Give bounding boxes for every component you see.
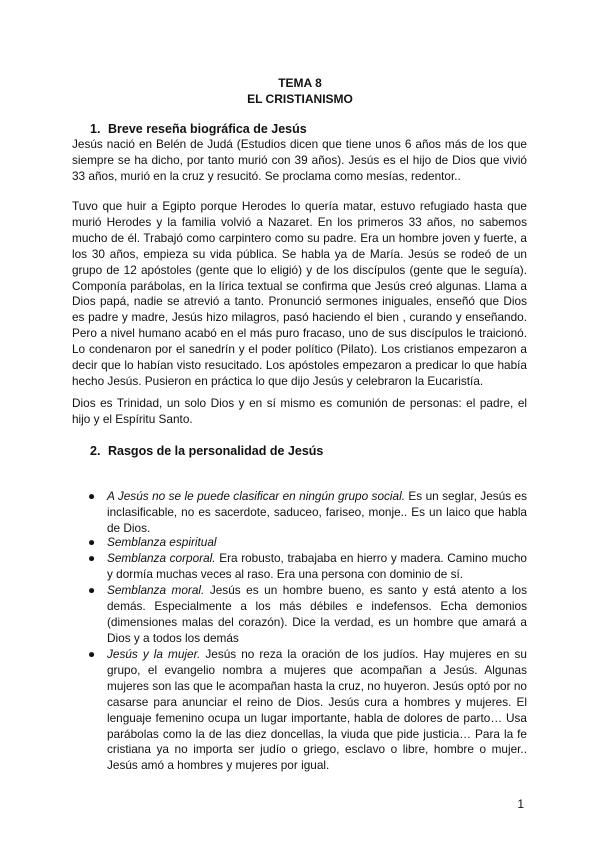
list-item	[90, 647, 527, 774]
item-text: Es un seglar, Jesús es inclasificable, no es sacerdote, saduceo, fariseo, monje.. Es un laico que habla de Dios.	[107, 489, 527, 535]
section-number: 1.	[90, 122, 101, 136]
paragraph-3: Dios es Trinidad, un solo Dios y en sí mismo es comunión de personas: el padre, el hijo y el Espíritu Santo.	[72, 396, 527, 426]
paragraph-1: Jesús nació en Belén de Judá (Estudios dicen que tiene unos 6 años más de los que siempre se ha dicho, por tanto murió con 39 años). Jesús es el hijo de Dios que vivió 33 años, murió en la cruz y resucitó. Se proclama como mesías, redentor..	[72, 137, 527, 183]
bullet-icon: ●	[88, 535, 96, 549]
bullet-icon: ●	[88, 647, 96, 661]
item-lead: Semblanza corporal.	[107, 551, 216, 565]
item-lead: A Jesús no se le puede clasificar en ningún grupo social.	[107, 489, 405, 503]
bullet-icon: ●	[88, 551, 96, 565]
section-heading-text: Breve reseña biográfica de Jesús	[108, 122, 307, 136]
item-lead: Jesús y la mujer.	[107, 647, 201, 661]
bullet-icon: ●	[88, 489, 96, 503]
item-text: Jesús es un hombre bueno, es santo y está atento a los demás. Especialmente a los más débiles e indefensos. Echa demonios (dimensiones malas del corazón). Dice la verdad, es un hombre que amará a Dios y a todos los demás	[107, 583, 528, 645]
section-heading-2	[90, 443, 323, 459]
page-subtitle: EL CRISTIANISMO	[247, 92, 353, 106]
list-item	[90, 489, 527, 537]
page-number: 1	[517, 797, 524, 811]
section-number: 2.	[90, 444, 101, 458]
bullet-icon: ●	[88, 583, 96, 597]
section-heading-text: Rasgos de la personalidad de Jesús	[108, 444, 324, 458]
list-item	[90, 583, 527, 647]
list-item	[90, 535, 527, 551]
item-lead: Semblanza espiritual	[107, 535, 217, 549]
paragraph-2: Tuvo que huir a Egipto porque Herodes lo quería matar, estuvo refugiado hasta que murió Herodes y la familia volvió a Nazaret. En los primeros 33 años, no sabemos mucho de él. Trabajó como carpintero como su padre. Era un hombre joven y fuerte, a los 30 años, empieza su vida pública. Se habla ya de María. Jesús se rodeó de un grupo de 12 apóstoles (gente que lo eligió) y de los discípulos (gente que le seguía). Componía parábolas, en la lírica textual se confirma que Jesús creó algunas. Llama a Dios papá, nadie se atrevió a tanto. Pronunció sermones iniguales, enseñó que Dios es padre y madre, Jesús hizo milagros, pasó haciendo el bien , curando y enseñando. Pero a nivel humano acabó en el más puro fracaso, uno de sus discípulos le traicionó. Lo condenaron por el sanedrín y el poder político (Pilato). Los cristianos empezaron a decir que lo habían visto resucitado. Los apóstoles empezaron a predicar lo que había hecho Jesús. Pusieron en práctica lo que dijo Jesús y celebraron la Eucaristía.	[72, 199, 527, 388]
item-text: Jesús no reza la oración de los judíos. Hay mujeres en su grupo, el evangelio nombra a mujeres que acompañan a Jesús. Algunas mujeres son las que le acompañan hasta la cruz, no huyeron. Jesús optó por no casarse para anunciar el reino de Dios. Jesús cura a hombres y mujeres. El lenguaje femenino ocupa un lugar importante, habla de dolores de parto… Usa parábolas como la de las diez doncellas, la viuda que pide justicia… Para la fe cristiana ya no importa ser judío o griego, esclavo o libre, hombre o mujer.. Jesús amó a hombres y mujeres por igual.	[107, 647, 527, 773]
page-title: TEMA 8	[278, 76, 322, 90]
item-lead: Semblanza moral.	[107, 583, 205, 597]
title-block	[0, 75, 600, 107]
section-heading-1	[90, 121, 307, 137]
list-item	[90, 551, 527, 583]
item-text: Era robusto, trabajaba en hierro y madera. Camino mucho y dormía muchas veces al raso. Era una persona con dominio de sí.	[107, 551, 527, 581]
